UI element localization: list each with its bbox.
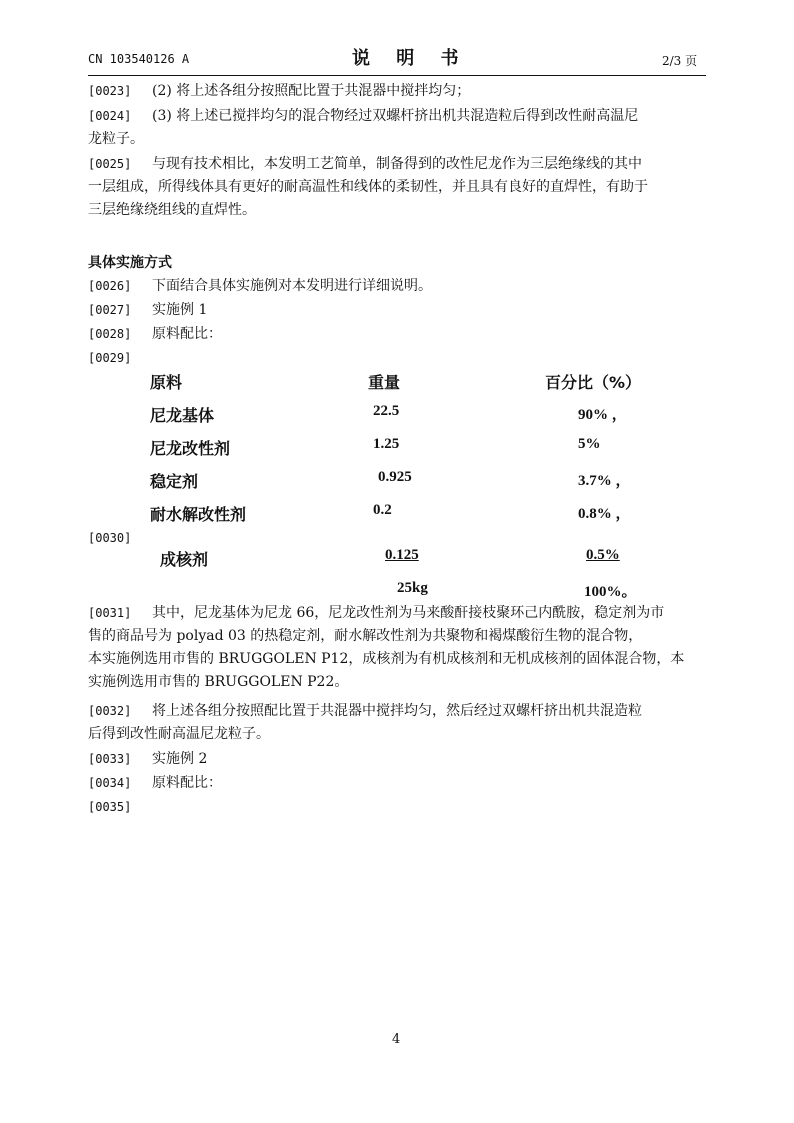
paragraph-text: 三层绝缘绕组线的直焊性。	[88, 202, 256, 218]
paragraph-tag: [0031]	[88, 606, 132, 620]
paragraph-tag: [0028]	[88, 327, 132, 341]
paragraph-text: 下面结合具体实施例对本发明进行详细说明。	[152, 278, 432, 294]
table-cell-name: 成核剂	[160, 550, 209, 569]
table-cell-name: 耐水解改性剂	[150, 505, 247, 524]
table-cell-weight: 0.925	[378, 469, 412, 485]
paragraph-text: (3) 将上述已搅拌均匀的混合物经过双螺杆挤出机共混造粒后得到改性耐高温尼	[152, 108, 639, 124]
page-title: 说 明 书	[352, 48, 469, 69]
paragraph-text: 一层组成，所得线体具有更好的耐高温性和线体的柔韧性，并且具有良好的直焊性，有助于	[88, 179, 648, 195]
paragraph-text: 实施例 2	[152, 751, 208, 767]
paragraph-0033	[88, 748, 708, 771]
paragraph-0032	[88, 700, 708, 746]
paragraph-text: 与现有技术相比，本发明工艺简单，制备得到的改性尼龙作为三层绝缘线的其中	[152, 156, 642, 172]
table-header-percent: 百分比（%）	[545, 373, 642, 392]
patent-number: CN 103540126 A	[88, 52, 190, 66]
paragraph-tag: [0023]	[88, 84, 132, 98]
paragraph-0026	[88, 275, 708, 298]
table-header-weight: 重量	[368, 373, 401, 392]
header-rule	[88, 75, 706, 76]
page-number: 4	[392, 1032, 401, 1047]
table-total-weight: 25kg	[397, 580, 428, 596]
paragraph-tag: [0035]	[88, 800, 132, 814]
paragraph-tag: [0034]	[88, 776, 132, 790]
table-header-material: 原料	[150, 373, 183, 392]
table-cell-name: 尼龙基体	[150, 406, 215, 425]
paragraph-text: 原料配比：	[152, 326, 222, 342]
paragraph-0029	[88, 347, 708, 370]
table-cell-percent: 90% ，	[578, 407, 627, 423]
table-cell-weight: 0.2	[373, 502, 392, 518]
paragraph-tag: [0026]	[88, 279, 132, 293]
paragraph-tag: [0029]	[88, 351, 132, 365]
table-cell-weight: 0.125	[385, 547, 419, 563]
paragraph-0034	[88, 772, 708, 795]
table-cell-name: 尼龙改性剂	[150, 439, 231, 458]
paragraph-text: (2) 将上述各组分按照配比置于共混器中搅拌均匀；	[152, 83, 471, 99]
paragraph-tag: [0030]	[88, 531, 132, 545]
section-title: 具体实施方式	[88, 255, 172, 271]
paragraph-text: 原料配比：	[152, 775, 222, 791]
paragraph-text: 其中，尼龙基体为尼龙 66，尼龙改性剂为马来酸酐接枝聚环己内酰胺，稳定剂为市	[152, 605, 665, 621]
paragraph-text: 售的商品号为 polyad 03 的热稳定剂，耐水解改性剂为共聚物和褐煤酸衍生物的混合物，	[88, 628, 643, 644]
table-cell-name: 稳定剂	[150, 472, 199, 491]
paragraph-tag: [0033]	[88, 752, 132, 766]
table-cell-percent: 0.5%	[586, 547, 620, 563]
paragraph-tag: [0027]	[88, 303, 132, 317]
table-cell-percent: 5%	[578, 436, 601, 452]
paragraph-tag: [0032]	[88, 704, 132, 718]
paragraph-text: 龙粒子。	[88, 131, 144, 147]
table-cell-percent: 3.7% ，	[578, 473, 631, 489]
paragraph-text: 将上述各组分按照配比置于共混器中搅拌均匀，然后经过双螺杆挤出机共混造粒	[152, 703, 642, 719]
paragraph-text: 本实施例选用市售的 BRUGGOLEN P12，成核剂为有机成核剂和无机成核剂的固体混合物，本	[88, 651, 685, 667]
paragraph-tag: [0025]	[88, 157, 132, 171]
table-cell-weight: 22.5	[373, 403, 400, 419]
paragraph-0027	[88, 299, 708, 322]
paragraph-0024	[88, 105, 708, 151]
paragraph-0035	[88, 796, 708, 819]
table-cell-weight: 1.25	[373, 436, 400, 452]
paragraph-text: 实施例 1	[152, 302, 208, 318]
paragraph-text: 实施例选用市售的 BRUGGOLEN P22。	[88, 674, 349, 690]
table-total-percent: 100%。	[584, 584, 637, 600]
page-indicator: 2/3 页	[662, 54, 698, 68]
table-cell-percent: 0.8% ，	[578, 506, 631, 522]
paragraph-tag: [0024]	[88, 109, 132, 123]
paragraph-0025	[88, 153, 708, 222]
paragraph-0023	[88, 80, 708, 103]
paragraph-0028	[88, 323, 708, 346]
paragraph-text: 后得到改性耐高温尼龙粒子。	[88, 726, 270, 742]
paragraph-0031	[88, 602, 708, 694]
